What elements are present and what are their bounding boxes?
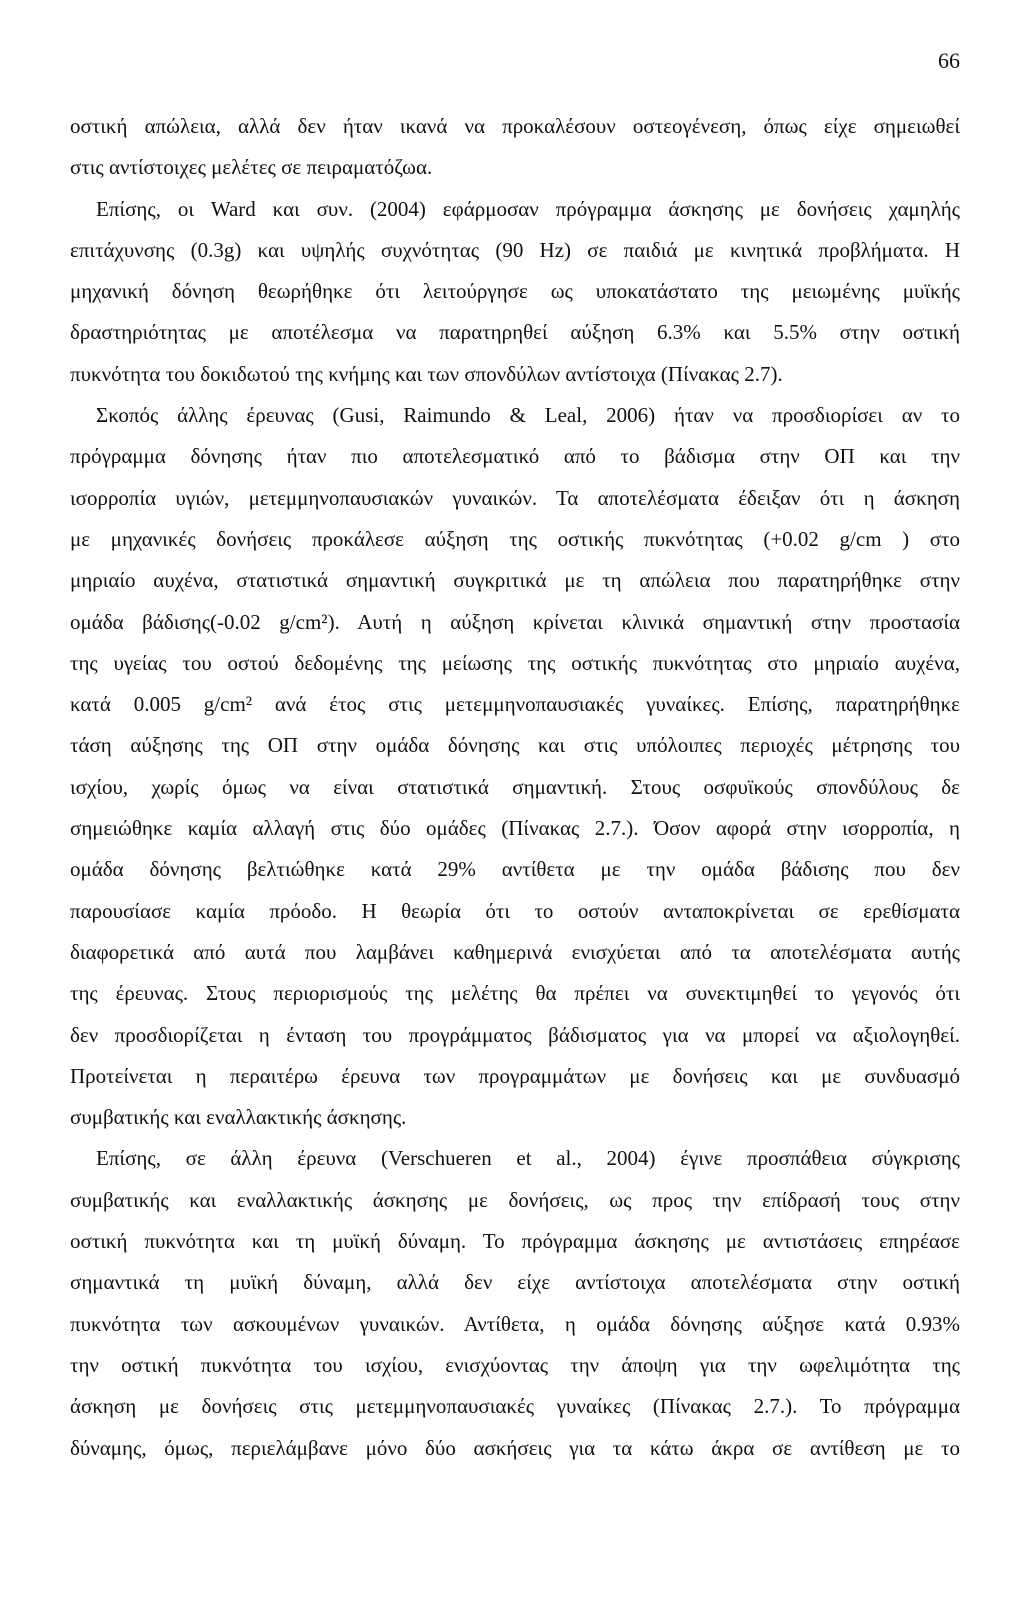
text-line: σημαντικά τη μυϊκή δύναμη, αλλά δεν είχε αντίστοιχα αποτελέσματα στην οστική bbox=[70, 1270, 960, 1295]
text-line: επιτάχυνσης (0.3g) και υψηλής συχνότητας (90 Hz) σε παιδιά με κινητικά προβλήματα. Η bbox=[70, 237, 960, 262]
text-line: Σκοπός άλλης έρευνας (Gusi, Raimundo & Leal, 2006) ήταν να προσδιορίσει αν το bbox=[96, 403, 960, 428]
paragraph bbox=[70, 395, 960, 1138]
text-line: τάση αύξησης της ΟΠ στην ομάδα δόνησης και στις υπόλοιπες περιοχές μέτρησης του bbox=[70, 733, 960, 758]
text-line: πυκνότητα του δοκιδωτού της κνήμης και των σπονδύλων αντίστοιχα (Πίνακας 2.7). bbox=[70, 361, 783, 386]
text-line: στις αντίστοιχες μελέτες σε πειραματόζωα. bbox=[70, 155, 433, 180]
text-line: ομάδα βάδισης(-0.02 g/cm²). Αυτή η αύξηση κρίνεται κλινικά σημαντική στην προστασία bbox=[70, 609, 960, 634]
text-line: μηριαίο αυχένα, στατιστικά σημαντική συγκριτικά με τη απώλεια που παρατηρήθηκε στην bbox=[70, 568, 960, 593]
text-line: μηχανική δόνηση θεωρήθηκε ότι λειτούργησε ως υποκατάστατο της μειωμένης μυϊκής bbox=[70, 279, 960, 304]
text-line: Επίσης, σε άλλη έρευνα (Verschueren et al., 2004) έγινε προσπάθεια σύγκρισης bbox=[96, 1146, 960, 1171]
text-line: δύναμης, όμως, περιελάμβανε μόνο δύο ασκήσεις για τα κάτω άκρα σε αντίθεση με το bbox=[70, 1435, 960, 1460]
text-line: άσκηση με δονήσεις στις μετεμμηνοπαυσιακές γυναίκες (Πίνακας 2.7.). Το πρόγραμμα bbox=[70, 1394, 960, 1419]
text-line: την οστική πυκνότητα του ισχίου, ενισχύοντας την άποψη για την ωφελιμότητα της bbox=[70, 1352, 960, 1377]
text-line: Προτείνεται η περαιτέρω έρευνα των προγραμμάτων με δονήσεις και με συνδυασμό bbox=[70, 1063, 960, 1088]
text-line: ισορροπία υγιών, μετεμμηνοπαυσιακών γυναικών. Τα αποτελέσματα έδειξαν ότι η άσκηση bbox=[70, 485, 960, 510]
text-line: ομάδα δόνησης βελτιώθηκε κατά 29% αντίθετα με την ομάδα βάδισης που δεν bbox=[70, 857, 960, 882]
page-number: 66 bbox=[938, 48, 960, 73]
text-line: διαφορετικά από αυτά που λαμβάνει καθημερινά ενισχύεται από τα αποτελέσματα αυτής bbox=[70, 939, 960, 964]
text-line: κατά 0.005 g/cm² ανά έτος στις μετεμμηνοπαυσιακές γυναίκες. Επίσης, παρατηρήθηκε bbox=[70, 692, 960, 717]
text-line: ισχίου, χωρίς όμως να είναι στατιστικά σημαντική. Στους οσφυϊκούς σπονδύλους δε bbox=[70, 774, 960, 799]
paragraph bbox=[70, 189, 960, 395]
text-line: πρόγραμμα δόνησης ήταν πιο αποτελεσματικό από το βάδισμα στην ΟΠ και την bbox=[70, 444, 960, 469]
text-line: με μηχανικές δονήσεις προκάλεσε αύξηση της οστικής πυκνότητας (+0.02 g/cm ) στο bbox=[70, 526, 960, 551]
body-text bbox=[70, 106, 960, 1469]
text-line: δραστηριότητας με αποτέλεσμα να παρατηρηθεί αύξηση 6.3% και 5.5% στην οστική bbox=[70, 320, 960, 345]
text-line: οστική απώλεια, αλλά δεν ήταν ικανά να προκαλέσουν οστεογένεση, όπως είχε σημειωθεί bbox=[70, 114, 960, 138]
text-line: της έρευνας. Στους περιορισμούς της μελέτης θα πρέπει να συνεκτιμηθεί το γεγονός ότι bbox=[70, 981, 960, 1006]
text-line: οστική πυκνότητα και τη μυϊκή δύναμη. Το πρόγραμμα άσκησης με αντιστάσεις επηρέασε bbox=[70, 1229, 960, 1254]
paragraph bbox=[70, 106, 960, 189]
text-line: σημειώθηκε καμία αλλαγή στις δύο ομάδες (Πίνακας 2.7.). Όσον αφορά στην ισορροπία, η bbox=[70, 816, 960, 841]
text-line: Επίσης, οι Ward και συν. (2004) εφάρμοσαν πρόγραμμα άσκησης με δονήσεις χαμηλής bbox=[96, 196, 960, 221]
text-line: πυκνότητα των ασκουμένων γυναικών. Αντίθετα, η ομάδα δόνησης αύξησε κατά 0.93% bbox=[70, 1311, 960, 1336]
text-line: συμβατικής και εναλλακτικής άσκησης με δονήσεις, ως προς την επίδρασή τους στην bbox=[70, 1187, 960, 1212]
text-line: παρουσίασε καμία πρόοδο. Η θεωρία ότι το οστούν ανταποκρίνεται σε ερεθίσματα bbox=[70, 898, 960, 923]
paragraph bbox=[70, 1138, 960, 1468]
text-line: συμβατικής και εναλλακτικής άσκησης. bbox=[70, 1105, 407, 1130]
text-line: δεν προσδιορίζεται η ένταση του προγράμματος βάδισματος για να μπορεί να αξιολογηθεί. bbox=[70, 1022, 960, 1047]
text-line: της υγείας του οστού δεδομένης της μείωσης της οστικής πυκνότητας στο μηριαίο αυχένα, bbox=[70, 650, 960, 675]
